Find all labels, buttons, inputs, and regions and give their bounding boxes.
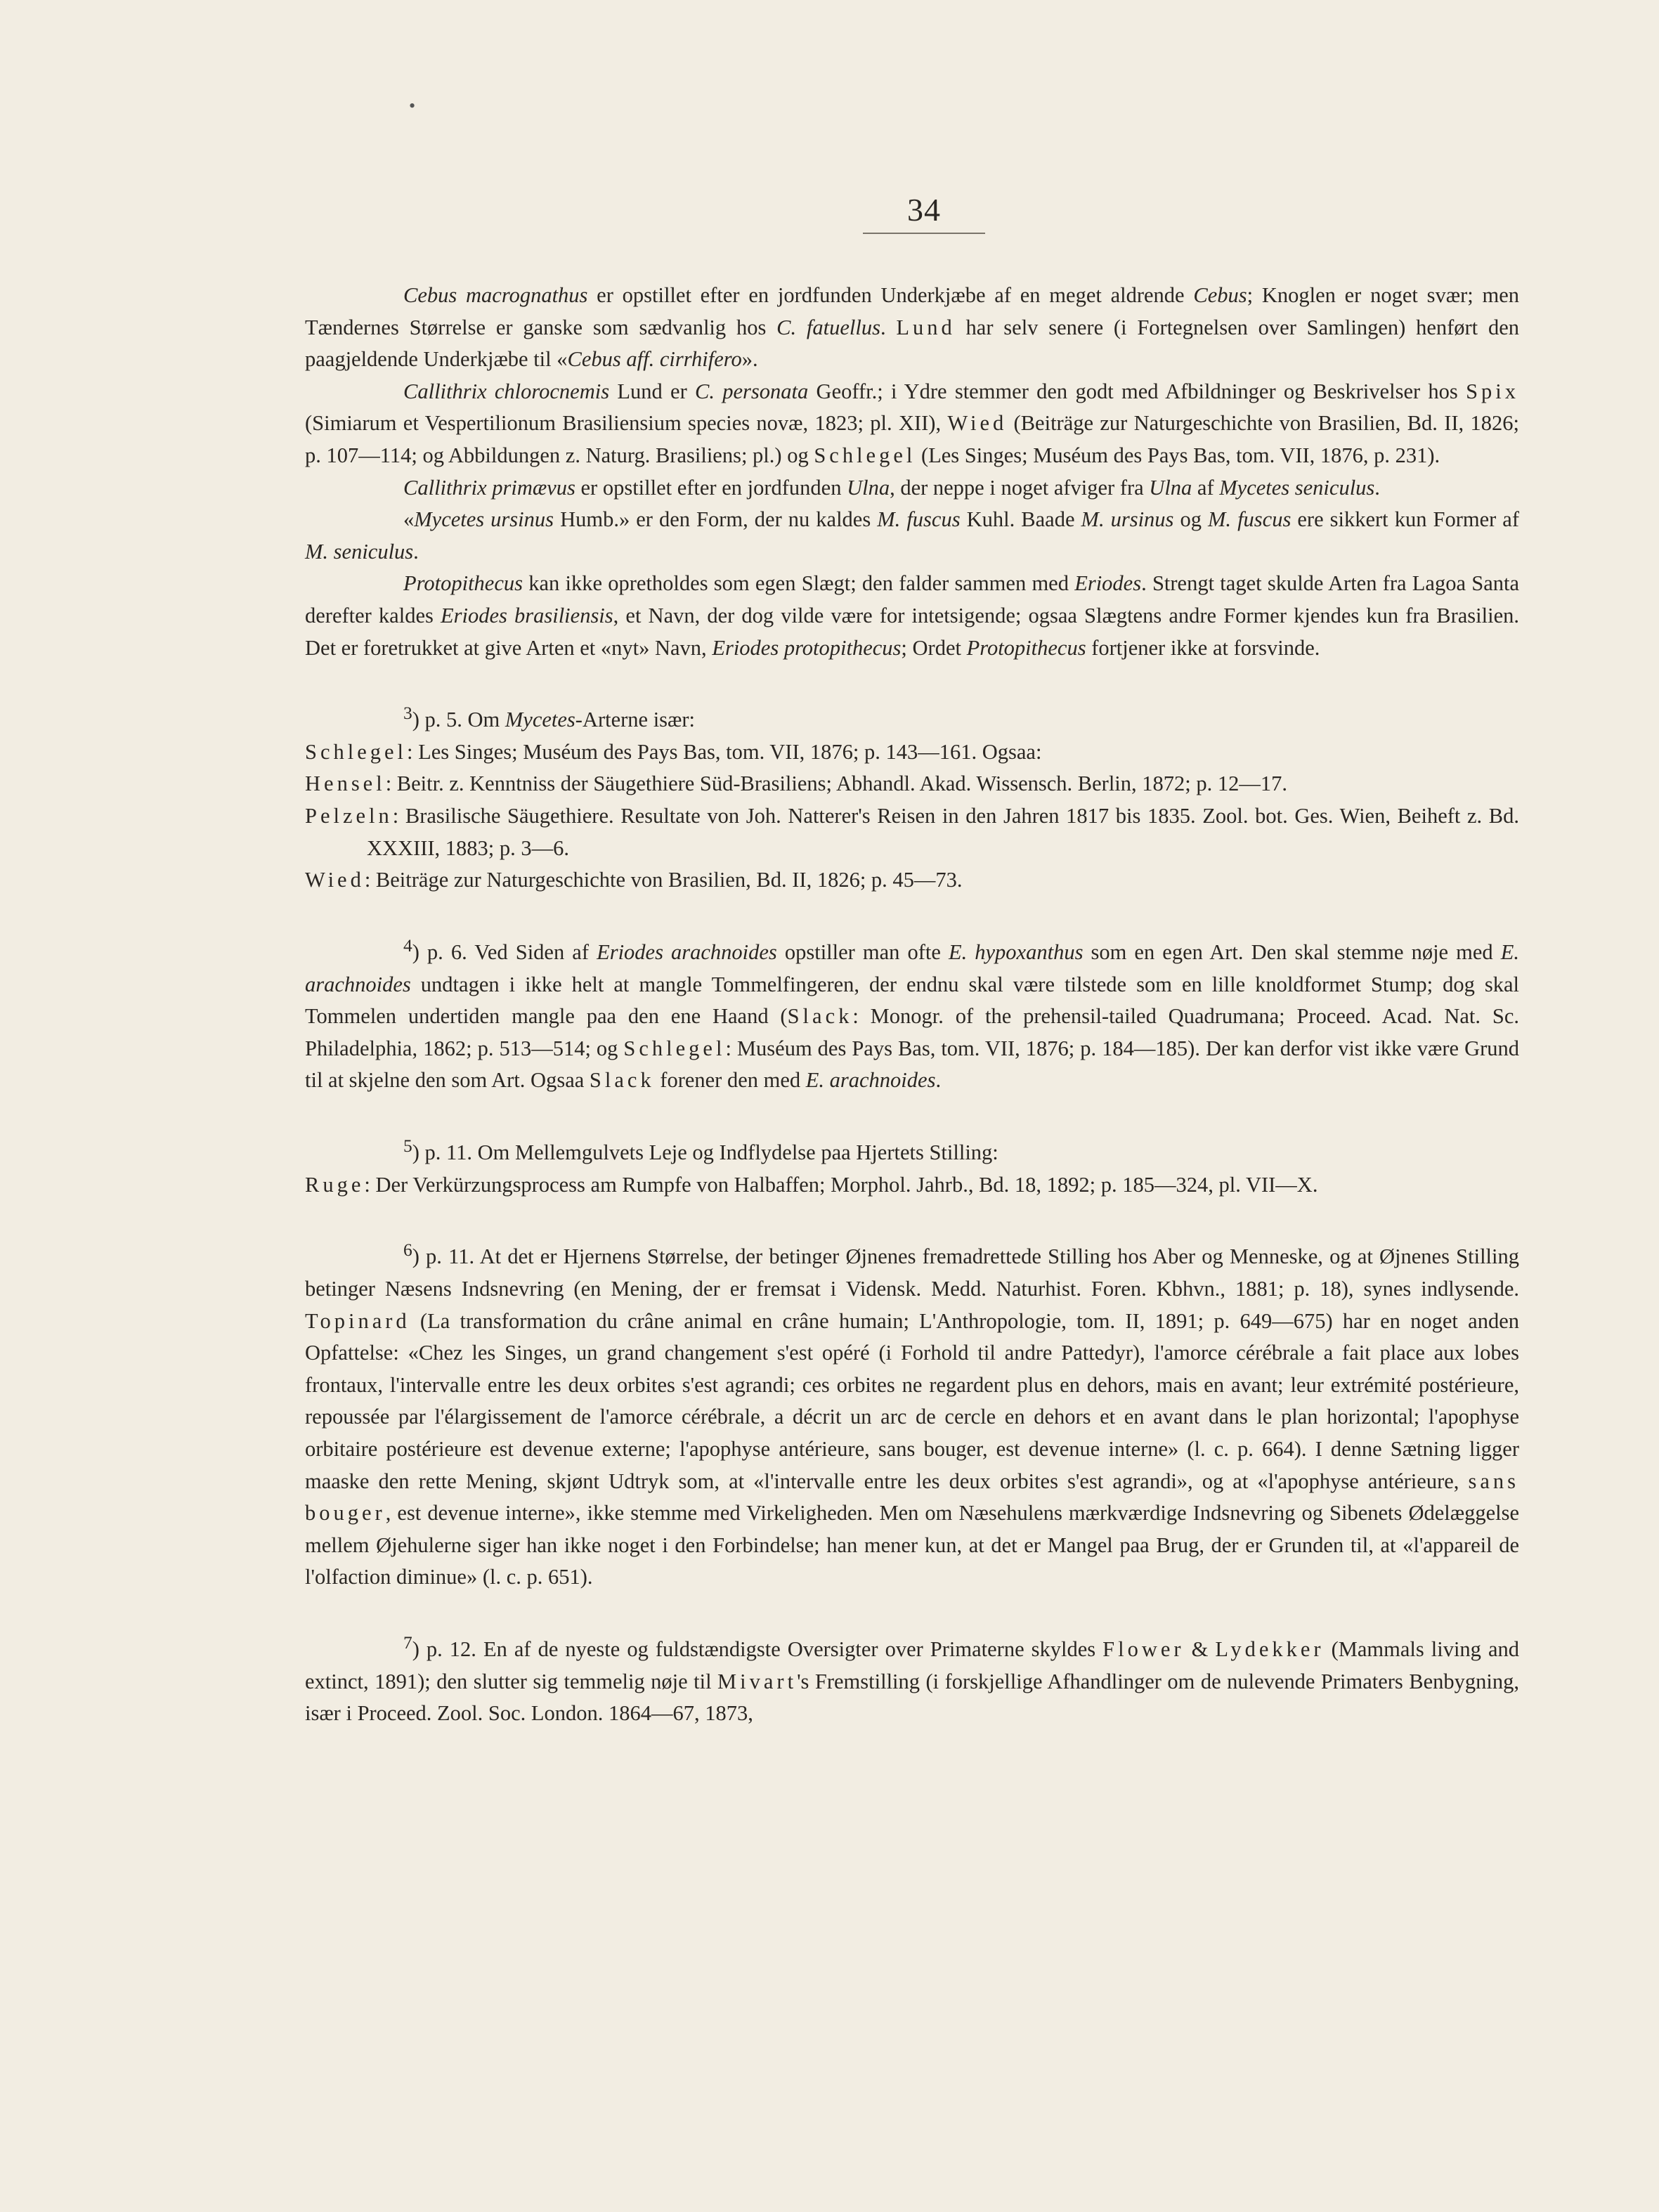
note-6 xyxy=(305,1235,1519,1594)
text-run: ». xyxy=(741,347,758,372)
author-name: Lund xyxy=(896,315,956,339)
text-run: (La transformation du crâne animal en crâne humain; L'Anthropologie, tom. II, 1891; p. 649—675) har en noget anden Opfattelse: «Chez les Singes, un grand changement s'est opéré (i Forhold til andre Pattedyr), l'amorce cérébrale a fait place aux lobes frontaux, l'intervalle entre les deux orbites s'est agrandi; ces orbites ne regardent plus en dehors, mais en avant; leur extrémité postérieure, repoussée par l'élargissement de l'amorce cérébrale, a décrit un arc de cercle en dehors et en avant dans le plan horizontal; l'apophyse orbitaire postérieure est devenue externe; l'apophyse antérieure, sans bouger, est devenue interne» (l. c. p. 664). I denne Sætning ligger maaske den rette Mening, skjønt Udtryk som, at «l'intervalle entre les deux orbites s'est agrandi», og at «l'apophyse antérieure, xyxy=(305,1308,1519,1493)
taxon-name: Eriodes arachnoides xyxy=(597,940,777,964)
taxon-name: E. hypoxanthus xyxy=(948,940,1084,964)
note-number: 5 xyxy=(403,1136,412,1156)
author-name: Schlegel xyxy=(305,739,408,764)
text-run: Geoffr.; i Ydre stemmer den godt med Afbildninger og Beskrivelser hos xyxy=(808,379,1466,403)
paragraph-callithrix-primaevus xyxy=(305,472,1519,505)
text-run: , est devenue interne», ikke stemme med Virkeligheden. Men om Næsehulens mærkværdige Indsnevring og Sibenets Ødelæggelse mellem Øjehulerne siger han ikke noget i den Forbindelse; han mener kun, at det er Mangel paa Brug, der er Grunden til, at «l'appareil de l'olfaction diminue» (l. c. p. 651). xyxy=(305,1501,1519,1589)
text-run: Humb.» er den Form, der nu kaldes xyxy=(554,507,878,532)
taxon-name: Mycetes xyxy=(505,708,575,732)
note-number: 3 xyxy=(403,703,412,724)
text-run: : Muséum des Pays Bas, tom. VII, 1876; p. 184—185). Der kan derfor vist ikke være Grund til at skjelne den som Art. Ogsaa xyxy=(305,1036,1519,1093)
text-run: har selv senere (i Fortegnelsen over Samlingen) henført den paagjeldende Underkjæbe til « xyxy=(305,315,1519,372)
text-run: Lund er xyxy=(609,379,696,403)
page-number: 34 xyxy=(863,191,985,234)
text-run: er opstillet efter en jordfunden xyxy=(575,475,847,500)
taxon-name: Eriodes brasiliensis xyxy=(440,603,613,627)
paragraph-cebus xyxy=(305,280,1519,376)
note-7 xyxy=(305,1627,1519,1730)
taxon-name: Eriodes protopithecus xyxy=(712,635,902,660)
text-run: af xyxy=(1192,475,1220,500)
taxon-name: Cebus macrognathus xyxy=(403,283,588,307)
author-name: Pelzeln xyxy=(305,804,393,828)
text-run: ) p. 11. Om Mellemgulvets Leje og Indflydelse paa Hjertets Stilling: xyxy=(412,1140,998,1165)
taxon-name: Eriodes xyxy=(1074,571,1142,596)
text-run: ) p. 11. At det er Hjernens Størrelse, der betinger Øjnenes fremadrettede Stilling hos Aber og Menneske, og at Øjnenes Stilling betinger Næsens Indsnevring (en Mening, der er fremsat i Vidensk. Medd. Naturhist. Foren. Kbhvn., 1881; p. 18), synes indlysende. xyxy=(305,1244,1519,1301)
text-run: ; Ordet xyxy=(901,635,967,660)
body-text xyxy=(305,280,1519,1730)
author-name: Ruge xyxy=(305,1172,365,1197)
taxon-name: Callithrix primævus xyxy=(403,475,575,500)
reference-entry xyxy=(305,768,1519,800)
text-run: : Monogr. of the prehensil-tailed Quadrumana; Proceed. Acad. Nat. Sc. Philadelphia, 1862; p. 513—514; og xyxy=(305,1004,1519,1060)
taxon-name: Mycetes ursinus xyxy=(414,507,554,532)
text-run: fortjener ikke at forsvinde. xyxy=(1086,635,1320,660)
text-run: kan ikke opretholdes som egen Slægt; den falder sammen med xyxy=(522,571,1075,596)
text-run: (Beiträge zur Naturgeschichte von Brasilien, Bd. II, 1826; p. 107—114; og Abbildungen z. Naturg. Brasiliens; pl.) og xyxy=(305,411,1519,467)
text-run: -Arterne især: xyxy=(575,708,696,732)
taxon-name: M. seniculus xyxy=(305,539,414,564)
author-name: Flower xyxy=(1102,1637,1185,1662)
text-run: (Simiarum et Vespertilionum Brasiliensium species novæ, 1823; pl. XII), xyxy=(305,411,948,436)
text-run: som en egen Art. Den skal stemme nøje med xyxy=(1083,940,1501,964)
text-run: ) p. 6. Ved Siden af xyxy=(412,940,597,964)
taxon-name: M. fuscus xyxy=(877,507,961,532)
taxon-name: C. fatuellus xyxy=(776,315,880,339)
text-run: 's Fremstilling (i forskjellige Afhandlinger om de nulevende Primaters Benbygning, især i Proceed. Zool. Soc. London. 1864—67, 1873, xyxy=(305,1669,1519,1726)
text-run: : Brasilische Säugethiere. Resultate von Joh. Natterer's Reisen in den Jahren 1817 bis 1835. Zool. bot. Ges. Wien, Beiheft z. Bd. XXXIII, 1883; p. 3—6. xyxy=(367,804,1519,860)
author-name: Wied xyxy=(947,411,1008,436)
text-run: ) p. 12. En af de nyeste og fuldstændigste Oversigter over Primaterne skyldes xyxy=(412,1637,1103,1662)
author-name: Hensel xyxy=(305,772,386,796)
text-run: ) p. 5. Om xyxy=(412,708,505,732)
author-name: Schlegel xyxy=(623,1036,726,1060)
text-run: ere sikkert kun Former af xyxy=(1291,507,1519,532)
print-speck: • xyxy=(409,96,416,116)
taxon-name: Ulna xyxy=(1149,475,1192,500)
reference-entry xyxy=(305,864,1519,897)
paragraph-callithrix-chlorocnemis xyxy=(305,376,1519,472)
taxon-name: Cebus aff. cirrhifero xyxy=(567,347,742,372)
text-run: ; Knoglen er noget svær; men Tændernes Størrelse er ganske som sædvanlig hos xyxy=(305,283,1520,339)
emphasis-text: sans bouger xyxy=(305,1469,1519,1525)
text-run: (Les Singes; Muséum des Pays Bas, tom. VII, 1876, p. 231). xyxy=(916,443,1440,467)
text-run: . xyxy=(413,539,419,564)
text-run: er opstillet efter en jordfunden Underkjæbe af en meget aldrende xyxy=(587,283,1194,307)
taxon-name: Protopithecus xyxy=(966,635,1086,660)
text-run: & xyxy=(1184,1637,1216,1662)
author-name: Mivart xyxy=(717,1669,798,1693)
taxon-name: Protopithecus xyxy=(403,571,523,596)
taxon-name: M. fuscus xyxy=(1208,507,1292,532)
text-run: : Beitr. z. Kenntniss der Säugethiere Süd-Brasiliens; Abhandl. Akad. Wissensch. Berlin, 1872; p. 12—17. xyxy=(385,772,1287,796)
note-3-heading xyxy=(305,698,1519,736)
text-run: opstiller man ofte xyxy=(776,940,949,964)
taxon-name: Callithrix chlorocnemis xyxy=(403,379,610,403)
reference-entry xyxy=(305,736,1519,769)
taxon-name: M. ursinus xyxy=(1081,507,1174,532)
text-run: : Les Singes; Muséum des Pays Bas, tom. VII, 1876; p. 143—161. Ogsaa: xyxy=(407,739,1042,764)
text-run: . xyxy=(1374,475,1380,500)
author-name: Lydekker xyxy=(1215,1637,1325,1662)
author-name: Schlegel xyxy=(814,443,916,467)
text-run: « xyxy=(403,507,415,532)
reference-entry xyxy=(305,1169,1519,1202)
note-5-heading xyxy=(305,1131,1519,1169)
text-run: forener den med xyxy=(654,1068,806,1093)
text-run: . Strengt taget skulde Arten fra Lagoa Santa derefter kaldes xyxy=(305,571,1520,627)
reference-entry xyxy=(305,800,1519,864)
text-run: , et Navn, der dog vilde være for intetsigende; ogsaa Slægtens andre Former kjendes kun fra Brasilien. Det er foretrukket at give Arten et «nyt» Navn, xyxy=(305,603,1519,660)
text-run: Kuhl. Baade xyxy=(960,507,1081,532)
paragraph-mycetes-ursinus xyxy=(305,504,1519,568)
author-name: Topinard xyxy=(305,1308,410,1333)
taxon-name: Mycetes seniculus xyxy=(1219,475,1375,500)
taxon-name: C. personata xyxy=(695,379,809,403)
taxon-name: Cebus xyxy=(1193,283,1247,307)
text-run: undtagen i ikke helt at mangle Tommelfingeren, der endnu skal være tilstede som en lille knoldformet Stump; dog skal Tommelen undertiden mangle paa den ene Haand ( xyxy=(305,972,1519,1029)
text-run: : Beiträge zur Naturgeschichte von Brasilien, Bd. II, 1826; p. 45—73. xyxy=(364,868,963,892)
taxon-name: E. arachnoides xyxy=(805,1068,936,1093)
paragraph-protopithecus xyxy=(305,568,1519,664)
text-run: . xyxy=(880,315,897,339)
author-name: Slack xyxy=(787,1004,853,1029)
note-number: 7 xyxy=(403,1633,412,1653)
text-run: : Der Verkürzungsprocess am Rumpfe von Halbaffen; Morphol. Jahrb., Bd. 18, 1892; p. 185—324, pl. VII—X. xyxy=(364,1172,1318,1197)
text-run: , der neppe i noget afviger fra xyxy=(890,475,1150,500)
author-name: Wied xyxy=(305,868,365,892)
text-run: (Mammals living and extinct, 1891); den slutter sig temmelig nøje til xyxy=(305,1637,1519,1693)
author-name: Spix xyxy=(1466,379,1520,403)
note-number: 6 xyxy=(403,1240,412,1261)
taxon-name: E. arachnoides xyxy=(305,940,1520,996)
text-run: og xyxy=(1173,507,1209,532)
taxon-name: Ulna xyxy=(847,475,890,500)
note-number: 4 xyxy=(403,935,412,956)
text-run: . xyxy=(935,1068,942,1093)
author-name: Slack xyxy=(589,1068,655,1093)
note-4 xyxy=(305,930,1519,1097)
